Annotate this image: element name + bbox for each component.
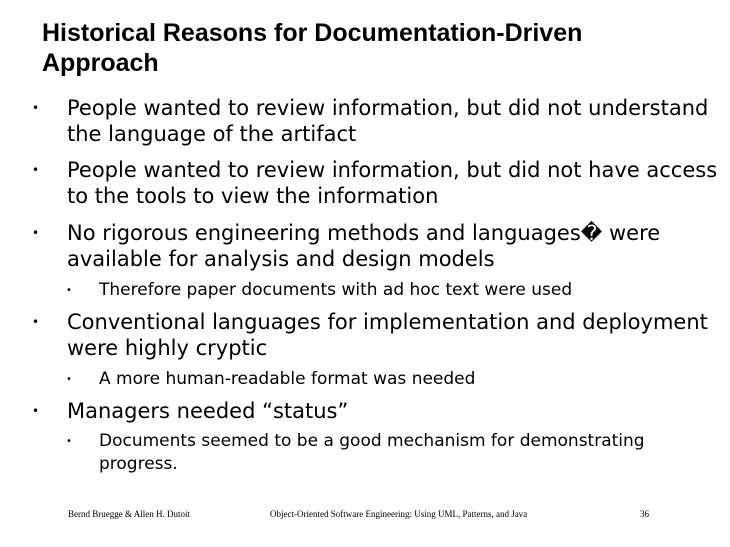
footer-authors: Bernd Bruegge & Allen H. Dutoit [68,509,190,519]
bullet-marker: • [32,226,40,240]
sub-bullet-item [66,279,716,302]
sub-bullet-item [66,368,716,391]
bullet-text: Managers needed “status” [67,399,349,423]
footer-page-number: 36 [640,509,649,519]
bullet-text: Conventional languages for implementation and deployment were highly cryptic [67,310,708,360]
bullet-item [32,398,722,424]
bullet-marker: • [32,404,40,418]
sub-bullet-marker: • [66,285,72,296]
bullet-item [32,95,722,147]
bullet-item [32,157,722,209]
sub-bullet-text: Documents seemed to be a good mechanism for demonstrating progress. [99,431,645,474]
sub-bullet-text: Therefore paper documents with ad hoc text were used [99,280,573,300]
sub-bullet-marker: • [66,436,72,447]
footer-book-title: Object-Oriented Software Engineering: Using UML, Patterns, and Java [270,509,528,519]
bullet-item [32,309,722,361]
sub-bullet-text: A more human-readable format was needed [99,369,476,389]
bullet-text: People wanted to review information, but did not have access to the tools to view the information [67,158,718,208]
bullet-marker: • [32,163,40,177]
bullet-text: People wanted to review information, but did not understand the language of the artifact [67,96,709,146]
bullet-marker: • [32,101,40,115]
bullet-item [32,220,722,272]
sub-bullet-marker: • [66,374,72,385]
sub-bullet-item [66,430,716,476]
slide-title: Historical Reasons for Documentation-Driven Approach [42,19,583,77]
bullet-text: No rigorous engineering methods and languages� were available for analysis and design models [67,221,661,271]
bullet-marker: • [32,315,40,329]
